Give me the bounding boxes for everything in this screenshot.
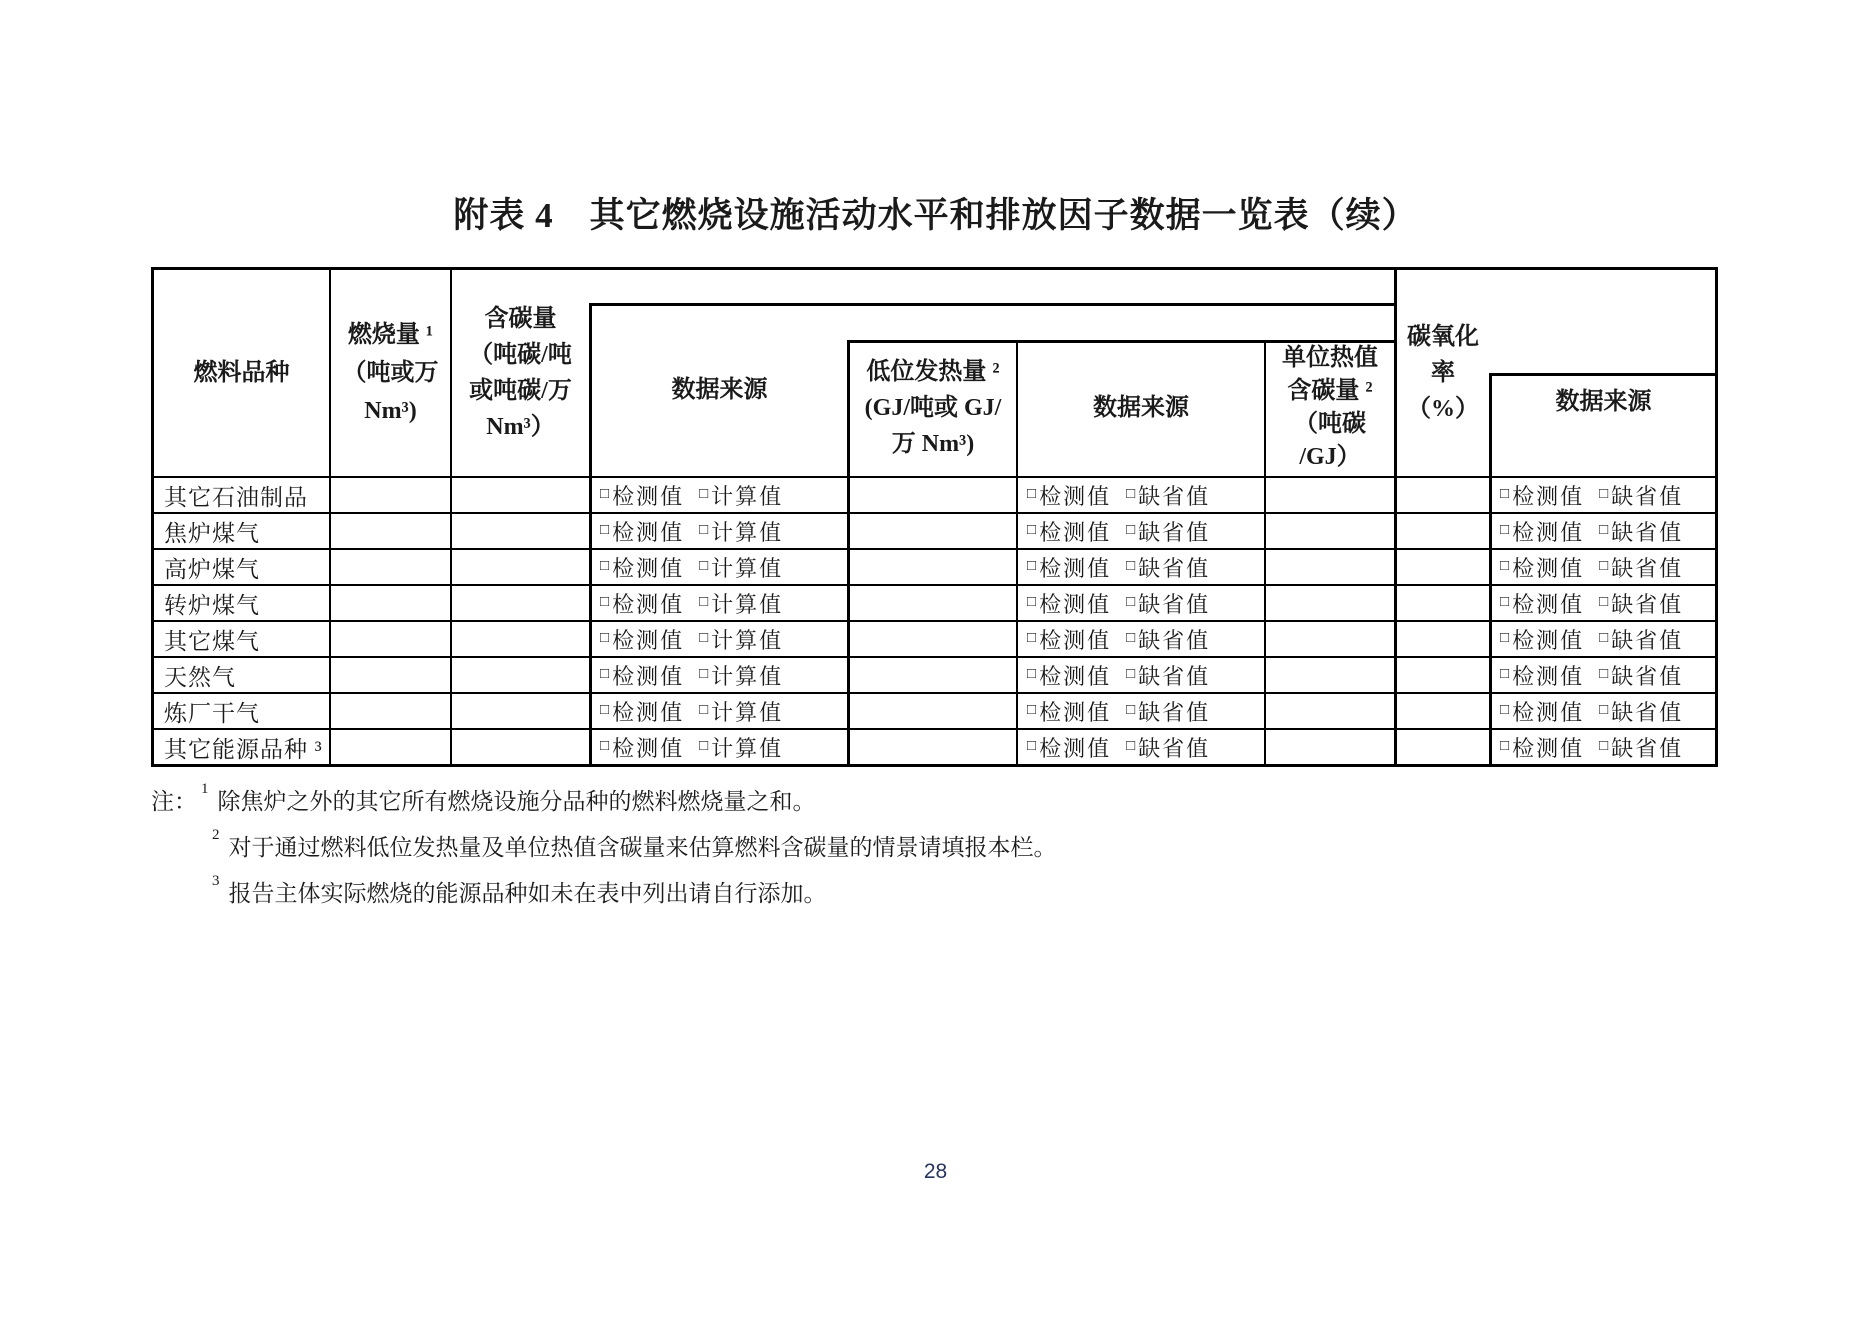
checkbox-icon: □ (1599, 629, 1609, 646)
checkbox-option-label: 缺省值 (1138, 735, 1211, 761)
oxidation-source-options-cell (1491, 586, 1715, 620)
checkbox-option-label: 缺省值 (1611, 735, 1684, 761)
header-label: （吨或万 (342, 360, 439, 386)
oxidation-rate-cell (1396, 478, 1491, 512)
footnote-marker: 1 (201, 781, 209, 797)
checkbox-option-label: 检测值 (612, 483, 685, 509)
oxidation-rate-cell (1396, 694, 1491, 728)
oxidation-source-options-cell (1491, 514, 1715, 548)
checkbox-option (1027, 624, 1111, 655)
checkbox-option (699, 660, 783, 691)
header-label: 低位发热量 ² (866, 359, 1000, 385)
checkbox-option (1599, 624, 1683, 655)
header-label: 数据来源 (1555, 389, 1652, 415)
oxidation-rate-cell (1396, 622, 1491, 656)
oxidation-rate-cell (1396, 550, 1491, 584)
checkbox-option-label: 缺省值 (1611, 699, 1684, 725)
checkbox-option (1027, 588, 1111, 619)
ncv-cell (849, 586, 1018, 620)
header-label: 或吨碳/万 (469, 378, 572, 404)
footnote-text: 报告主体实际燃烧的能源品种如未在表中列出请自行添加。 (228, 881, 827, 906)
oxidation-source-options-cell (1491, 694, 1715, 728)
checkbox-option-label: 计算值 (711, 519, 784, 545)
checkbox-option (1599, 660, 1683, 691)
checkbox-option (1500, 552, 1584, 583)
checkbox-option (699, 696, 783, 727)
checkbox-option (1500, 660, 1584, 691)
checkbox-icon: □ (600, 485, 610, 502)
checkbox-icon: □ (699, 485, 709, 502)
footnote-prefix: 注： (151, 789, 197, 814)
checkbox-option-label: 检测值 (1512, 555, 1585, 581)
checkbox-option (1500, 516, 1584, 547)
checkbox-option-label: 缺省值 (1611, 663, 1684, 689)
checkbox-option (600, 624, 684, 655)
ncv-cell (849, 694, 1018, 728)
checkbox-icon: □ (1599, 485, 1609, 502)
ncv-cell (849, 730, 1018, 764)
checkbox-option (600, 696, 684, 727)
checkbox-icon: □ (1027, 737, 1037, 754)
footnote-1 (151, 783, 1057, 829)
checkbox-option (1126, 480, 1210, 511)
checkbox-option-label: 缺省值 (1611, 627, 1684, 653)
checkbox-icon: □ (600, 521, 610, 538)
checkbox-option-label: 检测值 (1039, 663, 1112, 689)
checkbox-icon: □ (1027, 665, 1037, 682)
footnote-2 (151, 829, 1057, 875)
header-label: 含碳量 ² (1287, 378, 1373, 404)
table-row (154, 620, 1715, 656)
oxidation-source-options-cell (1491, 550, 1715, 584)
table-row (154, 512, 1715, 548)
checkbox-option (699, 552, 783, 583)
checkbox-option (1027, 516, 1111, 547)
ncv-source-options-cell (1018, 586, 1266, 620)
oxidation-rate-cell (1396, 514, 1491, 548)
checkbox-icon: □ (1027, 521, 1037, 538)
header-unit-carbon-content (1266, 340, 1394, 476)
carbon-content-cell (452, 622, 591, 656)
header-data-source-1 (592, 303, 847, 476)
combustion-amount-cell (331, 730, 452, 764)
checkbox-icon: □ (1500, 485, 1510, 502)
combustion-amount-cell (331, 622, 452, 656)
checkbox-option (1027, 552, 1111, 583)
unit-carbon-content-cell (1266, 730, 1396, 764)
page-number: 28 (923, 1160, 948, 1183)
ncv-cell (849, 514, 1018, 548)
checkbox-option (1126, 696, 1210, 727)
checkbox-option-label: 计算值 (711, 483, 784, 509)
checkbox-icon: □ (1599, 557, 1609, 574)
checkbox-option-label: 检测值 (612, 663, 685, 689)
checkbox-option (699, 480, 783, 511)
table-row (154, 728, 1715, 764)
checkbox-option-label: 检测值 (1512, 735, 1585, 761)
carbon-content-cell (452, 586, 591, 620)
checkbox-icon: □ (600, 665, 610, 682)
checkbox-option-label: 缺省值 (1138, 699, 1211, 725)
checkbox-icon: □ (1027, 629, 1037, 646)
checkbox-option-label: 检测值 (1512, 483, 1585, 509)
header-label: （%） (1407, 396, 1479, 422)
header-label: （吨碳 (1294, 411, 1366, 437)
unit-carbon-content-cell (1266, 658, 1396, 692)
checkbox-option (600, 552, 684, 583)
header-label: 率 (1431, 360, 1455, 386)
ncv-cell (849, 478, 1018, 512)
checkbox-option-label: 检测值 (612, 735, 685, 761)
checkbox-option-label: 检测值 (1039, 699, 1112, 725)
combustion-amount-cell (331, 586, 452, 620)
checkbox-icon: □ (1126, 485, 1136, 502)
checkbox-icon: □ (1500, 557, 1510, 574)
header-label: 数据来源 (671, 376, 768, 403)
checkbox-icon: □ (699, 557, 709, 574)
footnote-marker: 3 (212, 873, 220, 889)
header-label: （吨碳/吨 (469, 342, 572, 368)
checkbox-icon: □ (699, 629, 709, 646)
oxidation-rate-cell (1396, 658, 1491, 692)
checkbox-icon: □ (1027, 593, 1037, 610)
oxidation-source-options-cell (1491, 658, 1715, 692)
ncv-source-options-cell (1018, 694, 1266, 728)
checkbox-option (1027, 696, 1111, 727)
table-row (154, 656, 1715, 692)
header-label: /GJ） (1299, 444, 1361, 470)
checkbox-icon: □ (1500, 701, 1510, 718)
ncv-cell (849, 658, 1018, 692)
carbon-source-options-cell (591, 658, 849, 692)
checkbox-icon: □ (1126, 593, 1136, 610)
checkbox-icon: □ (699, 593, 709, 610)
header-label: (GJ/吨或 GJ/ (864, 395, 1002, 421)
checkbox-option-label: 检测值 (1039, 483, 1112, 509)
checkbox-option-label: 计算值 (711, 591, 784, 617)
checkbox-option-label: 检测值 (612, 627, 685, 653)
carbon-source-options-cell (591, 550, 849, 584)
checkbox-option (1126, 552, 1210, 583)
carbon-content-cell (452, 514, 591, 548)
checkbox-icon: □ (1126, 701, 1136, 718)
carbon-content-cell (452, 550, 591, 584)
checkbox-option (600, 588, 684, 619)
checkbox-icon: □ (1599, 701, 1609, 718)
ncv-source-options-cell (1018, 622, 1266, 656)
unit-carbon-content-cell (1266, 550, 1396, 584)
header-label: Nm³） (486, 414, 555, 440)
checkbox-option (699, 624, 783, 655)
checkbox-option-label: 缺省值 (1138, 663, 1211, 689)
checkbox-icon: □ (1126, 737, 1136, 754)
checkbox-option-label: 检测值 (1512, 627, 1585, 653)
checkbox-option-label: 检测值 (1039, 627, 1112, 653)
unit-carbon-content-cell (1266, 514, 1396, 548)
checkbox-option (1500, 480, 1584, 511)
checkbox-option (1126, 660, 1210, 691)
checkbox-icon: □ (1126, 521, 1136, 538)
checkbox-icon: □ (699, 701, 709, 718)
data-table (151, 267, 1718, 767)
checkbox-option (1126, 588, 1210, 619)
checkbox-icon: □ (1027, 485, 1037, 502)
unit-carbon-content-cell (1266, 586, 1396, 620)
checkbox-icon: □ (600, 701, 610, 718)
header-label: 碳氧化 (1407, 324, 1479, 350)
checkbox-option-label: 计算值 (711, 663, 784, 689)
table-body (154, 476, 1715, 764)
checkbox-icon: □ (600, 593, 610, 610)
fuel-name-cell: 其它煤气 (164, 628, 260, 654)
carbon-content-cell (452, 658, 591, 692)
checkbox-option-label: 缺省值 (1611, 519, 1684, 545)
header-label: Nm³) (364, 398, 417, 424)
header-label: 含碳量 (484, 306, 557, 332)
checkbox-option-label: 检测值 (1512, 663, 1585, 689)
fuel-name-cell: 高炉煤气 (164, 556, 260, 582)
checkbox-icon: □ (1126, 665, 1136, 682)
checkbox-option-label: 检测值 (1512, 591, 1585, 617)
fuel-name-cell: 其它能源品种 ³ (164, 736, 323, 762)
ncv-source-options-cell (1018, 478, 1266, 512)
oxidation-source-options-cell (1491, 730, 1715, 764)
checkbox-icon: □ (1500, 737, 1510, 754)
checkbox-icon: □ (600, 557, 610, 574)
footnote-marker: 2 (212, 827, 220, 843)
checkbox-icon: □ (699, 737, 709, 754)
ncv-cell (849, 622, 1018, 656)
oxidation-rate-cell (1396, 730, 1491, 764)
header-data-source-3 (1492, 373, 1715, 431)
checkbox-icon: □ (1599, 665, 1609, 682)
table-row (154, 476, 1715, 512)
checkbox-option-label: 计算值 (711, 699, 784, 725)
checkbox-option (1500, 588, 1584, 619)
checkbox-option-label: 检测值 (612, 591, 685, 617)
checkbox-option (699, 588, 783, 619)
table-row (154, 584, 1715, 620)
checkbox-icon: □ (1599, 593, 1609, 610)
checkbox-option-label: 计算值 (711, 555, 784, 581)
unit-carbon-content-cell (1266, 622, 1396, 656)
checkbox-option-label: 缺省值 (1611, 483, 1684, 509)
checkbox-option-label: 计算值 (711, 735, 784, 761)
checkbox-icon: □ (1599, 521, 1609, 538)
carbon-source-options-cell (591, 514, 849, 548)
ncv-source-options-cell (1018, 550, 1266, 584)
checkbox-option-label: 检测值 (1512, 519, 1585, 545)
header-carbon-content (452, 270, 589, 476)
header-label: 燃料品种 (193, 360, 290, 386)
checkbox-option-label: 缺省值 (1138, 591, 1211, 617)
carbon-source-options-cell (591, 478, 849, 512)
header-label: 燃烧量 ¹ (347, 322, 434, 348)
checkbox-option-label: 检测值 (612, 555, 685, 581)
checkbox-option (1027, 480, 1111, 511)
carbon-content-cell (452, 478, 591, 512)
checkbox-icon: □ (1500, 629, 1510, 646)
checkbox-option-label: 缺省值 (1138, 627, 1211, 653)
ncv-source-options-cell (1018, 514, 1266, 548)
checkbox-icon: □ (1027, 557, 1037, 574)
header-label: 单位热值 (1282, 345, 1378, 371)
checkbox-option (1126, 624, 1210, 655)
checkbox-option (1126, 732, 1210, 763)
header-combustion-amount (331, 270, 450, 476)
checkbox-icon: □ (1126, 629, 1136, 646)
checkbox-icon: □ (1500, 593, 1510, 610)
unit-carbon-content-cell (1266, 694, 1396, 728)
carbon-content-cell (452, 730, 591, 764)
checkbox-icon: □ (699, 521, 709, 538)
checkbox-option-label: 检测值 (1039, 555, 1112, 581)
checkbox-option (1500, 732, 1584, 763)
checkbox-option (1599, 516, 1683, 547)
checkbox-option-label: 检测值 (612, 699, 685, 725)
checkbox-option-label: 检测值 (612, 519, 685, 545)
header-oxidation-rate (1397, 298, 1489, 448)
combustion-amount-cell (331, 478, 452, 512)
checkbox-option (600, 480, 684, 511)
checkbox-option (1126, 516, 1210, 547)
checkbox-option (699, 516, 783, 547)
combustion-amount-cell (331, 658, 452, 692)
checkbox-icon: □ (1500, 521, 1510, 538)
checkbox-option-label: 缺省值 (1138, 483, 1211, 509)
checkbox-icon: □ (600, 629, 610, 646)
checkbox-icon: □ (600, 737, 610, 754)
fuel-name-cell: 其它石油制品 (164, 484, 308, 510)
checkbox-option (699, 732, 783, 763)
oxidation-source-options-cell (1491, 622, 1715, 656)
checkbox-option-label: 缺省值 (1611, 555, 1684, 581)
checkbox-option-label: 缺省值 (1611, 591, 1684, 617)
checkbox-option (1027, 660, 1111, 691)
fuel-name-cell: 转炉煤气 (164, 592, 260, 618)
checkbox-option-label: 检测值 (1039, 735, 1112, 761)
header-ncv (850, 340, 1016, 476)
combustion-amount-cell (331, 514, 452, 548)
checkbox-icon: □ (1599, 737, 1609, 754)
checkbox-option (600, 732, 684, 763)
table-row (154, 692, 1715, 728)
checkbox-option (1027, 732, 1111, 763)
fuel-name-cell: 天然气 (164, 664, 236, 690)
ncv-cell (849, 550, 1018, 584)
checkbox-option-label: 缺省值 (1138, 555, 1211, 581)
header-label: 数据来源 (1093, 395, 1189, 421)
ncv-source-options-cell (1018, 658, 1266, 692)
checkbox-icon: □ (699, 665, 709, 682)
unit-carbon-content-cell (1266, 478, 1396, 512)
header-fuel-type (154, 270, 329, 476)
checkbox-option (600, 660, 684, 691)
fuel-name-cell: 焦炉煤气 (164, 520, 260, 546)
checkbox-option (1599, 732, 1683, 763)
checkbox-option-label: 缺省值 (1138, 519, 1211, 545)
checkbox-option (1599, 696, 1683, 727)
oxidation-rate-cell (1396, 586, 1491, 620)
carbon-source-options-cell (591, 586, 849, 620)
footnote-3 (151, 875, 1057, 921)
checkbox-option (1599, 588, 1683, 619)
checkbox-option-label: 检测值 (1512, 699, 1585, 725)
header-data-source-2 (1018, 340, 1264, 476)
ncv-source-options-cell (1018, 730, 1266, 764)
footnote-text: 对于通过燃料低位发热量及单位热值含碳量来估算燃料含碳量的情景请填报本栏。 (228, 835, 1057, 860)
checkbox-icon: □ (1027, 701, 1037, 718)
header-label: 万 Nm³) (891, 431, 975, 457)
footnotes (151, 783, 1057, 921)
combustion-amount-cell (331, 694, 452, 728)
checkbox-icon: □ (1500, 665, 1510, 682)
page-title: 附表 4 其它燃烧设施活动水平和排放因子数据一览表（续） (453, 196, 1418, 235)
checkbox-option (1500, 696, 1584, 727)
carbon-source-options-cell (591, 622, 849, 656)
oxidation-source-options-cell (1491, 478, 1715, 512)
carbon-source-options-cell (591, 730, 849, 764)
checkbox-option-label: 检测值 (1039, 519, 1112, 545)
checkbox-option (1500, 624, 1584, 655)
fuel-name-cell: 炼厂干气 (164, 700, 260, 726)
checkbox-option-label: 计算值 (711, 627, 784, 653)
checkbox-icon: □ (1126, 557, 1136, 574)
checkbox-option-label: 检测值 (1039, 591, 1112, 617)
carbon-source-options-cell (591, 694, 849, 728)
combustion-amount-cell (331, 550, 452, 584)
footnote-text: 除焦炉之外的其它所有燃烧设施分品种的燃料燃烧量之和。 (217, 789, 816, 814)
checkbox-option (600, 516, 684, 547)
checkbox-option (1599, 480, 1683, 511)
table-row (154, 548, 1715, 584)
checkbox-option (1599, 552, 1683, 583)
carbon-content-cell (452, 694, 591, 728)
